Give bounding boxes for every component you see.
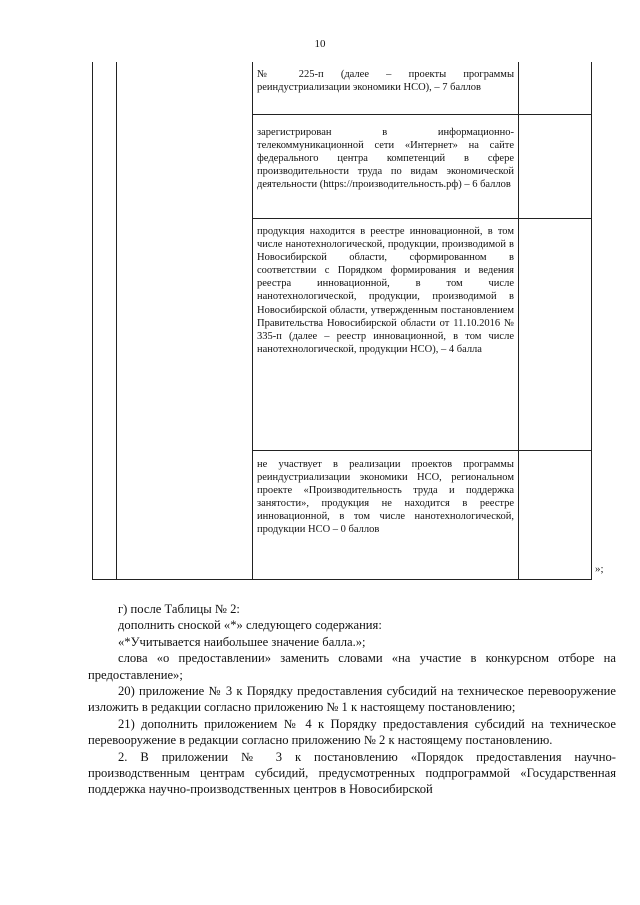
table-border-right	[591, 62, 592, 580]
table-column-border	[252, 62, 253, 580]
page-number: 10	[314, 38, 326, 50]
paragraph: 20) приложение № 3 к Порядку предоставления субсидий на техническое перевооружение изложить в редакции согласно приложению № 1 к настоящему постановлению;	[88, 684, 616, 715]
table-border-bottom	[92, 579, 592, 580]
paragraph: г) после Таблицы № 2:	[118, 602, 240, 616]
table-cell-not-participating: не участвует в реализации проектов программы реиндустриализации экономики НСО, региональном проекте «Производительность труда и поддержка занятости», продукция не находится в реестре инновационной, в том числе нанотехнологической, продукции НСО – 0 баллов	[257, 459, 514, 536]
paragraph: дополнить сноской «*» следующего содержания:	[118, 618, 382, 633]
table-column-border	[116, 62, 117, 580]
table-row-separator	[252, 450, 592, 451]
table-closing-quote: »;	[595, 563, 604, 575]
table-cell-registered: зарегистрирован в информационно-телекоммуникационной сети «Интернет» на сайте федерального центра компетенций в сфере производительности труда по видам экономической деятельности (https://производительность.рф) – 6 баллов	[257, 127, 514, 191]
document-body	[88, 601, 616, 798]
paragraph: слова «о предоставлении» заменить словами «на участие в конкурсном отборе на предоставление»;	[88, 651, 616, 682]
table-column-border	[518, 62, 519, 580]
table-cell-projects: № 225-п (далее – проекты программы реиндустриализации экономики НСО), – 7 баллов	[257, 69, 514, 94]
table-row-separator	[252, 114, 592, 115]
table-row-separator	[252, 218, 592, 219]
paragraph: 21) дополнить приложением № 4 к Порядку предоставления субсидий на техническое перевооружение в редакции согласно приложению № 2 к настоящему постановлению.	[88, 716, 616, 748]
paragraph: «*Учитывается наибольшее значение балла.»;	[118, 634, 366, 649]
table-border-left	[92, 62, 93, 580]
paragraph: 2. В приложении № 3 к постановлению «Порядок предоставления научно-производственным центрам субсидий, предусмотренных подпрограммой «Государственная поддержка научно-производственных центров в Новосибирской	[88, 749, 616, 797]
table-cell-innovation-registry: продукция находится в реестре инновационной, в том числе нанотехнологической, продукции, производимой в Новосибирской области, сформированном в соответствии с Порядком формирования и ведения реестра инновационной, в том числе нанотехнологической, продукции, производимой в Новосибирской области, утвержденным постановлением Правительства Новосибирской области от 11.10.2016 № 335-п (далее – реестр инновационной, в том числе нанотехнологической, продукции НСО), – 4 балла	[257, 226, 514, 355]
